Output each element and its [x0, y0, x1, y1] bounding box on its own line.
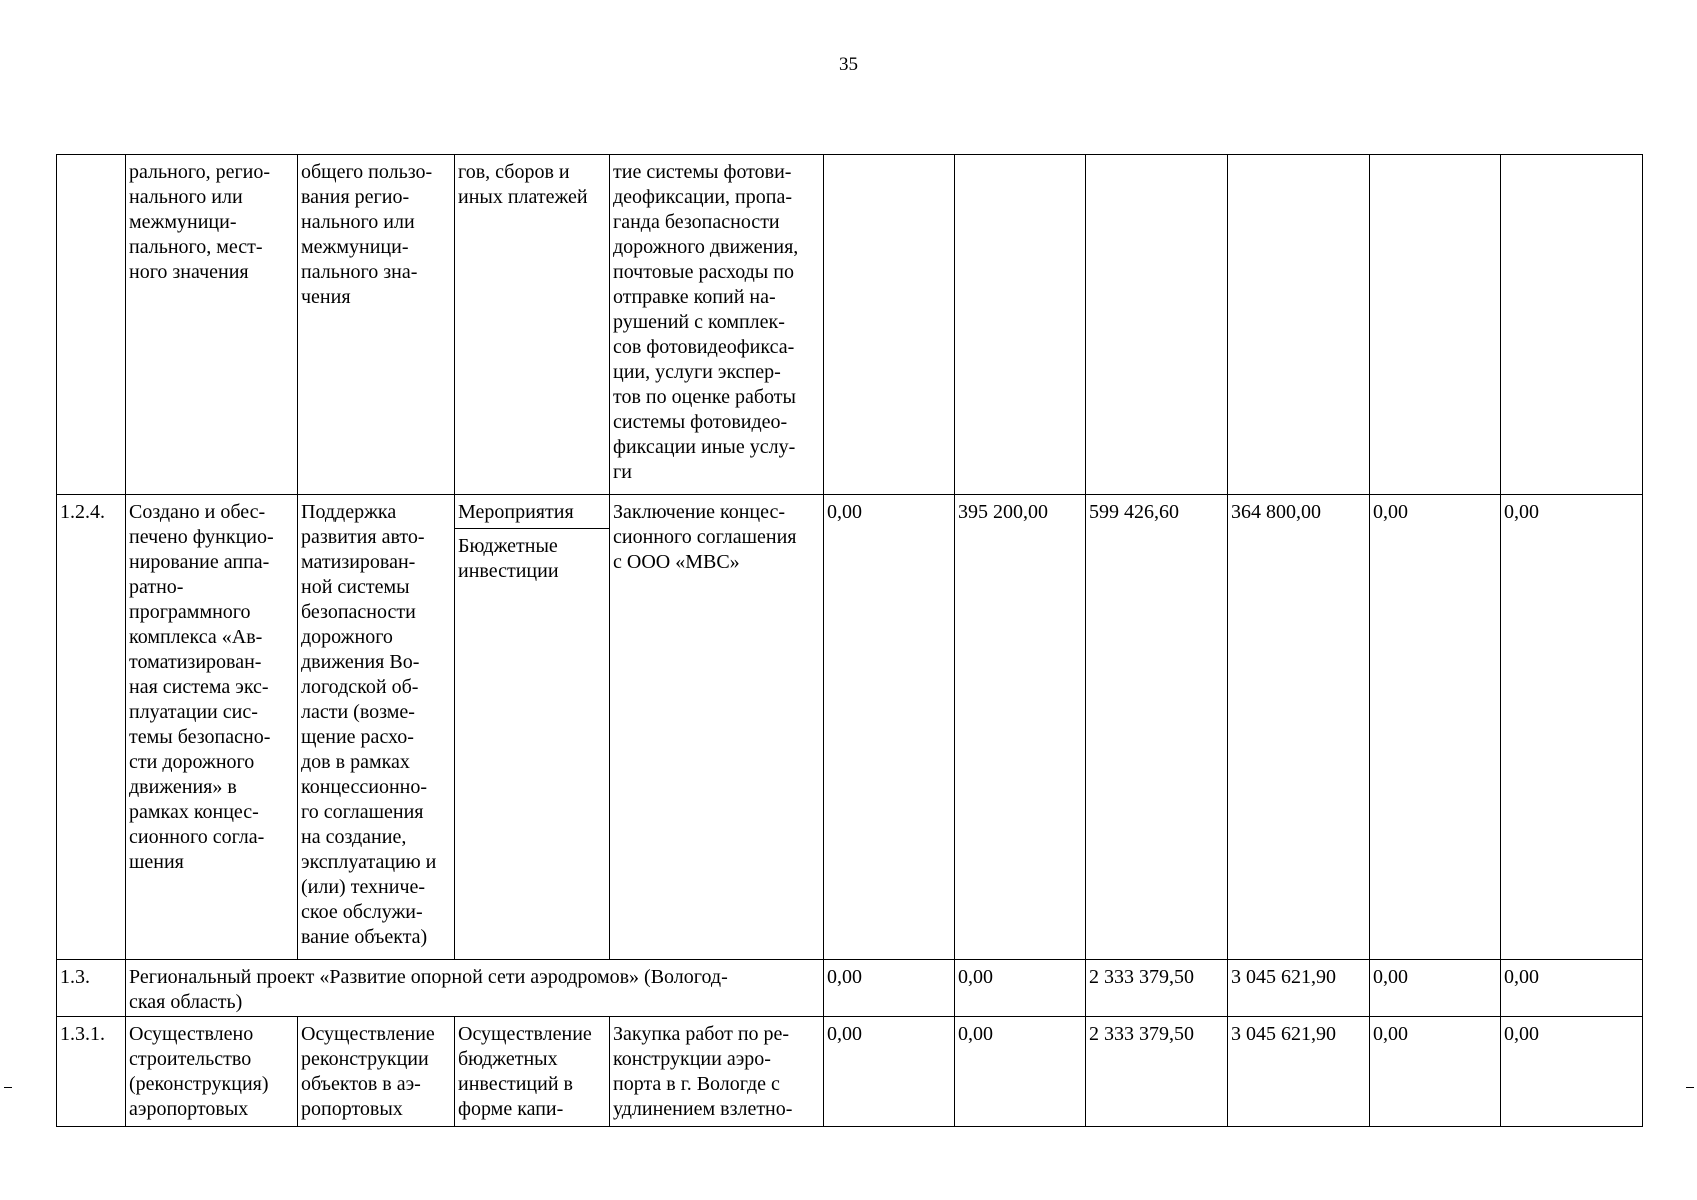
- value-cell: [1228, 155, 1370, 495]
- direction-cell: тие системы фотови- деофиксации, пропа- ганда безопасности дорожного движения, почтовые расходы по отправке копий на- рушений с комплек- сов фотовидеофикса- ции, услуги экспер- тов по оценке работы системы фотовидео- фиксации иные услу- ги: [610, 155, 824, 495]
- table-row-1-3-1: [57, 1017, 1643, 1127]
- table-row-1-2-4: [57, 495, 1643, 960]
- value-cell: 599 426,60: [1086, 495, 1228, 960]
- value-cell: 364 800,00: [1228, 495, 1370, 960]
- event-cell: Осуществление реконструкции объектов в аэ- ропортовых: [298, 1017, 455, 1127]
- budget-table: [56, 154, 1643, 1127]
- result-cell: Осуществлено строительство (реконструкция) аэропортовых: [126, 1017, 298, 1127]
- value-cell: [824, 155, 955, 495]
- direction-cell: Заключение концес- сионного соглашения с ООО «МВС»: [610, 495, 824, 960]
- value-cell: 0,00: [1501, 1017, 1643, 1127]
- type-cell: [455, 495, 610, 960]
- right-margin-mark: [1686, 1087, 1694, 1088]
- value-cell: 0,00: [1370, 960, 1501, 1017]
- row-number-cell: 1.3.1.: [57, 1017, 126, 1127]
- value-cell: 3 045 621,90: [1228, 1017, 1370, 1127]
- type-main: Мероприятия: [458, 501, 574, 523]
- value-cell: 395 200,00: [955, 495, 1086, 960]
- value-cell: 3 045 621,90: [1228, 960, 1370, 1017]
- value-cell: 0,00: [824, 1017, 955, 1127]
- event-cell: Поддержка развития авто- матизирован- ной системы безопасности дорожного движения Во- логодской об- ласти (возме- щение расхо- дов в рамках концессионно- го соглашения на создание, эксплуатацию и (или) техниче- ское обслужи- вание объекта): [298, 495, 455, 960]
- table-row-1-3: [57, 960, 1643, 1017]
- event-cell: общего пользо- вания регио- нального или межмуници- пального зна- чения: [298, 155, 455, 495]
- direction-cell: Закупка работ по ре- конструкции аэро- порта в г. Вологде с удлинением взлетно-: [610, 1017, 824, 1127]
- value-cell: [955, 155, 1086, 495]
- value-cell: 0,00: [824, 495, 955, 960]
- type-cell: Осуществление бюджетных инвестиций в форме капи-: [455, 1017, 610, 1127]
- result-cell: рального, регио- нального или межмуници- пального, мест- ного значения: [126, 155, 298, 495]
- row-number-cell: [57, 155, 126, 495]
- project-title-cell: Региональный проект «Развитие опорной сети аэродромов» (Вологод- ская область): [126, 960, 824, 1017]
- value-cell: 0,00: [824, 960, 955, 1017]
- value-cell: 0,00: [955, 1017, 1086, 1127]
- type-cell: гов, сборов и иных платежей: [455, 155, 610, 495]
- value-cell: [1370, 155, 1501, 495]
- row-number-cell: 1.2.4.: [57, 495, 126, 960]
- page-number: 35: [839, 54, 858, 75]
- value-cell: [1501, 155, 1643, 495]
- value-cell: 0,00: [1370, 495, 1501, 960]
- value-cell: [1086, 155, 1228, 495]
- type-sub: Бюджетные инвестиции: [455, 528, 609, 587]
- table-row-continuation: [57, 155, 1643, 495]
- value-cell: 0,00: [1501, 960, 1643, 1017]
- value-cell: 0,00: [1370, 1017, 1501, 1127]
- row-number-cell: 1.3.: [57, 960, 126, 1017]
- result-cell: Создано и обес- печено функцио- нирование аппа- ратно- программного комплекса «Ав- томатизирован- ная система экс- плуатации сис- темы безопасно- сти дорожного движения» в рамках концес- сионного согла- шения: [126, 495, 298, 960]
- value-cell: 0,00: [955, 960, 1086, 1017]
- left-margin-mark: [4, 1087, 12, 1088]
- value-cell: 2 333 379,50: [1086, 960, 1228, 1017]
- value-cell: 0,00: [1501, 495, 1643, 960]
- value-cell: 2 333 379,50: [1086, 1017, 1228, 1127]
